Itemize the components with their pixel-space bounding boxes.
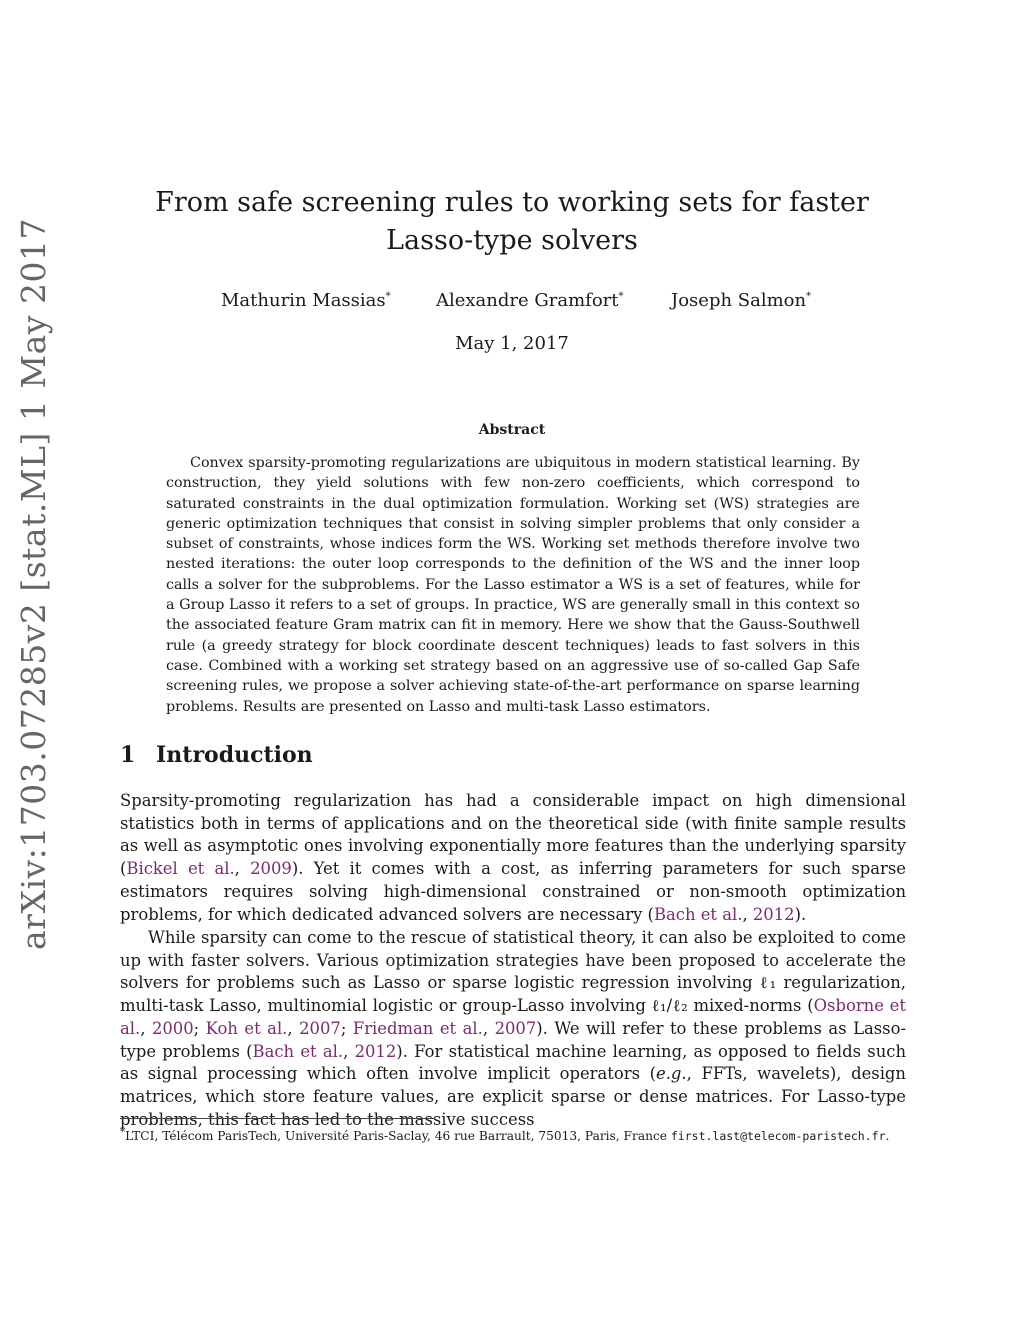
citation-link[interactable]: Friedman et al. [352, 1018, 483, 1038]
title-line-2: Lasso-type solvers [386, 225, 638, 256]
footnote-mark: * [120, 1127, 126, 1138]
text-run: , [482, 1018, 495, 1038]
email-link[interactable]: first.last@telecom-paristech.fr [670, 1129, 886, 1144]
citation-link[interactable]: 2012 [752, 904, 795, 924]
abstract-text: Convex sparsity-promoting regularizations are ubiquitous in modern statistical learning. By construction, they yield solutions with few non-zero coefficients, which correspond to saturated constraints in the dual optimization formulation. Working set (WS) strategies are generic optimization techniques that consist in solving simpler problems that only consider a subset of constraints, whose indices form the WS. Working set methods therefore involve two nested iterations: the outer loop corresponds to the definition of the WS and the inner loop calls a solver for the subproblems. For the Lasso estimator a WS is a set of features, while for a Group Lasso it refers to a set of groups. In practice, WS are generally small in this context so the associated feature Gram matrix can fit in memory. Here we show that the Gauss-Southwell rule (a greedy strategy for block coordinate descent techniques) leads to fast solvers in this case. Combined with a working set strategy based on an aggressive use of so-called Gap Safe screening rules, we propose a solver achieving state-of-the-art performance on sparse learning problems. Results are presented on Lasso and multi-task Lasso estimators. [166, 455, 860, 715]
footnote-rule [120, 1118, 435, 1119]
text-run: ). We will refer to these problems as Lasso-type problems ( [120, 1018, 906, 1061]
citation-link[interactable]: 2012 [354, 1041, 397, 1061]
paper-title [0, 184, 1024, 260]
text-run: ; [193, 1018, 206, 1038]
citation-link[interactable]: 2009 [250, 859, 292, 879]
text-run: Sparsity-promoting regularization has had a considerable impact on high dimensional statistics both in terms of applications and on the theoretical side (with finite sample results as well as asymptotic ones involving exponentially more features than the underlying sparsity ( [120, 791, 906, 879]
footnote-text: LTCI, Télécom ParisTech, Université Paris-Saclay, 46 rue Barrault, 75013, Paris, France [125, 1129, 671, 1144]
text-run: ). [794, 904, 807, 924]
section-title: Introduction [156, 742, 313, 768]
paper-date: May 1, 2017 [455, 333, 569, 354]
arxiv-identifier: arXiv:1703.07285v2 [stat.ML] 1 May 2017 [14, 218, 53, 950]
text-run: , FFTs, wavelets), design matrices, which store feature values, are explicit sparse or dense matrices. For Lasso-type problems, this fact has led to the massive success [120, 1064, 906, 1129]
section-number: 1 [120, 742, 136, 768]
intro-paragraph-2 [120, 927, 906, 1131]
citation-link[interactable]: Bach et al. [653, 904, 743, 924]
citation-link[interactable]: Osborne et al. [120, 996, 906, 1038]
author-name: Alexandre Gramfort [436, 290, 619, 311]
text-run: , [140, 1018, 152, 1038]
intro-paragraph-1 [120, 790, 906, 926]
citation-link[interactable]: Bach et al. [252, 1041, 344, 1061]
abstract-heading: Abstract [478, 422, 546, 438]
author-name: Joseph Salmon [671, 290, 807, 311]
citation-link[interactable]: Bickel et al. [126, 859, 235, 879]
citation-link[interactable]: Koh et al. [205, 1018, 288, 1038]
title-line-1: From safe screening rules to working sets for faster [155, 187, 869, 218]
text-run: , [234, 859, 251, 879]
author-1 [221, 290, 391, 311]
emphasis-text: e.g. [656, 1064, 687, 1084]
text-run: ). For statistical machine learning, as opposed to fields such as signal processing which often involve implicit operators ( [120, 1041, 907, 1084]
footnote [120, 1123, 910, 1146]
text-run: , [343, 1041, 355, 1061]
text-run: , [287, 1018, 300, 1038]
section-heading [120, 742, 313, 768]
text-run: , [742, 904, 753, 924]
citation-link[interactable]: 2000 [151, 1018, 194, 1038]
text-run: While sparsity can come to the rescue of statistical theory, it can also be exploited to come up with faster solvers. Various optimization strategies have been proposed to accelerate the solvers for problems such as Lasso or sparse logistic regression involving ℓ₁ regularization, multi-task Lasso, multinomial logistic or group-Lasso involving ℓ₁/ℓ₂ mixed-norms ( [120, 928, 906, 1016]
author-3 [671, 290, 811, 311]
author-2 [436, 290, 624, 311]
affiliation-mark: * [385, 291, 391, 302]
author-name: Mathurin Massias [221, 290, 386, 311]
affiliation-mark: * [806, 291, 812, 302]
affiliation-mark: * [618, 291, 624, 302]
footnote-end: . [885, 1129, 890, 1144]
citation-link[interactable]: 2007 [299, 1018, 341, 1038]
text-run: ; [340, 1018, 353, 1038]
citation-link[interactable]: 2007 [494, 1018, 537, 1038]
text-run: ). Yet it comes with a cost, as inferring parameters for such sparse estimators requires solving high-dimensional constrained or non-smooth optimization problems, for which dedicated advanced solvers are necessary ( [120, 859, 906, 924]
